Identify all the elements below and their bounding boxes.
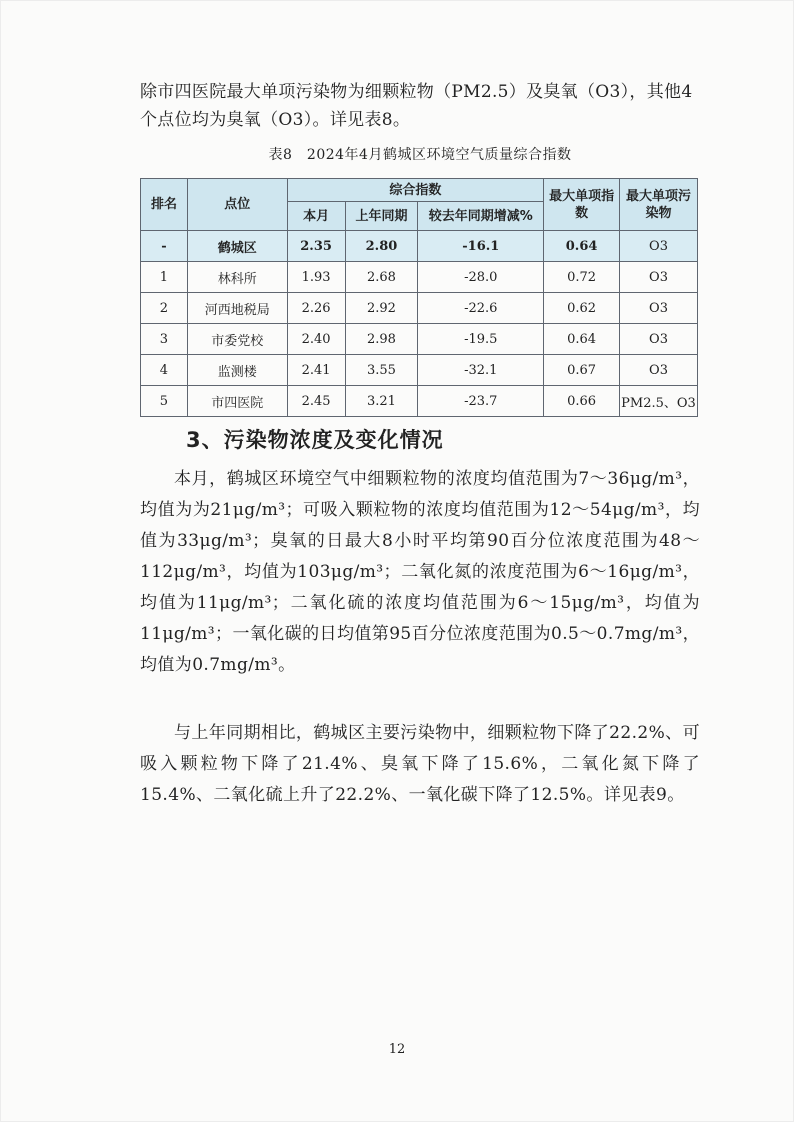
cell-this-month: 2.41 bbox=[287, 355, 345, 386]
cell-last-year: 3.55 bbox=[345, 355, 418, 386]
section-heading: 3、污染物浓度及变化情况 bbox=[186, 428, 444, 452]
cell-this-month: 2.40 bbox=[287, 324, 345, 355]
cell-this-month: 2.45 bbox=[287, 386, 345, 417]
cell-max-index: 0.72 bbox=[544, 262, 620, 293]
cell-change: -23.7 bbox=[418, 386, 544, 417]
cell-last-year: 2.68 bbox=[345, 262, 418, 293]
cell-this-month: 1.93 bbox=[287, 262, 345, 293]
cell-change: -32.1 bbox=[418, 355, 544, 386]
cell-rank: 4 bbox=[141, 355, 188, 386]
cell-last-year: 2.80 bbox=[345, 231, 418, 262]
concentration-paragraph bbox=[140, 464, 700, 681]
cell-site: 鹤城区 bbox=[187, 231, 287, 262]
table-row bbox=[141, 386, 698, 417]
table-row bbox=[141, 293, 698, 324]
cell-site: 河西地税局 bbox=[187, 293, 287, 324]
table-caption: 表8 2024年4月鹤城区环境空气质量综合指数 bbox=[268, 147, 572, 163]
cell-pollutant: O3 bbox=[620, 231, 698, 262]
comparison-text: 与上年同期相比，鹤城区主要污染物中，细颗粒物下降了22.2%、可吸入颗粒物下降了21.4%、臭氧下降了15.6%，二氧化氮下降了15.4%、二氧化硫上升了22.2%、一氧化碳下降了12.5%。详见表9。 bbox=[140, 723, 700, 805]
header-change: 较去年同期增减% bbox=[418, 202, 544, 231]
cell-site: 监测楼 bbox=[187, 355, 287, 386]
cell-rank: 2 bbox=[141, 293, 188, 324]
header-rank: 排名 bbox=[141, 179, 188, 231]
cell-change: -19.5 bbox=[418, 324, 544, 355]
cell-site: 市委党校 bbox=[187, 324, 287, 355]
air-quality-index-table bbox=[140, 178, 698, 417]
cell-max-index: 0.66 bbox=[544, 386, 620, 417]
cell-rank: 1 bbox=[141, 262, 188, 293]
page-number: 12 bbox=[388, 1042, 406, 1057]
table-row bbox=[141, 324, 698, 355]
cell-rank: 3 bbox=[141, 324, 188, 355]
header-composite-index: 综合指数 bbox=[287, 179, 544, 202]
table-row bbox=[141, 262, 698, 293]
cell-site: 林科所 bbox=[187, 262, 287, 293]
header-max-index: 最大单项指数 bbox=[544, 179, 620, 231]
cell-pollutant: O3 bbox=[620, 324, 698, 355]
table-row bbox=[141, 231, 698, 262]
cell-max-index: 0.64 bbox=[544, 324, 620, 355]
cell-pollutant: PM2.5、O3 bbox=[620, 386, 698, 417]
cell-last-year: 2.98 bbox=[345, 324, 418, 355]
header-last-year: 上年同期 bbox=[345, 202, 418, 231]
cell-pollutant: O3 bbox=[620, 355, 698, 386]
cell-max-index: 0.67 bbox=[544, 355, 620, 386]
cell-last-year: 2.92 bbox=[345, 293, 418, 324]
cell-pollutant: O3 bbox=[620, 293, 698, 324]
header-this-month: 本月 bbox=[287, 202, 345, 231]
cell-site: 市四医院 bbox=[187, 386, 287, 417]
cell-change: -22.6 bbox=[418, 293, 544, 324]
comparison-paragraph bbox=[140, 718, 700, 811]
cell-last-year: 3.21 bbox=[345, 386, 418, 417]
table-row bbox=[141, 355, 698, 386]
cell-this-month: 2.26 bbox=[287, 293, 345, 324]
header-max-pollutant: 最大单项污染物 bbox=[620, 179, 698, 231]
cell-max-index: 0.64 bbox=[544, 231, 620, 262]
cell-pollutant: O3 bbox=[620, 262, 698, 293]
cell-change: -16.1 bbox=[418, 231, 544, 262]
cell-max-index: 0.62 bbox=[544, 293, 620, 324]
cell-this-month: 2.35 bbox=[287, 231, 345, 262]
cell-change: -28.0 bbox=[418, 262, 544, 293]
concentration-text: 本月，鹤城区环境空气中细颗粒物的浓度均值范围为7～36μg/m³，均值为为21μg/m³；可吸入颗粒物的浓度均值范围为12～54μg/m³，均值为33μg/m³；臭氧的日最大8小时平均第90百分位浓度范围为48～112μg/m³，均值为103μg/m³；二氧化氮的浓度范围为6～16μg/m³，均值为11μg/m³；二氧化硫的浓度均值范围为6～15μg/m³，均值为11μg/m³；一氧化碳的日均值第95百分位浓度范围为0.5～0.7mg/m³，均值为0.7mg/m³。 bbox=[140, 469, 700, 675]
intro-paragraph bbox=[140, 78, 700, 134]
cell-rank: 5 bbox=[141, 386, 188, 417]
header-site: 点位 bbox=[187, 179, 287, 231]
cell-rank: - bbox=[141, 231, 188, 262]
intro-text: 除市四医院最大单项污染物为细颗粒物（PM2.5）及臭氧（O3），其他4个点位均为臭氧（O3）。详见表8。 bbox=[140, 82, 693, 130]
